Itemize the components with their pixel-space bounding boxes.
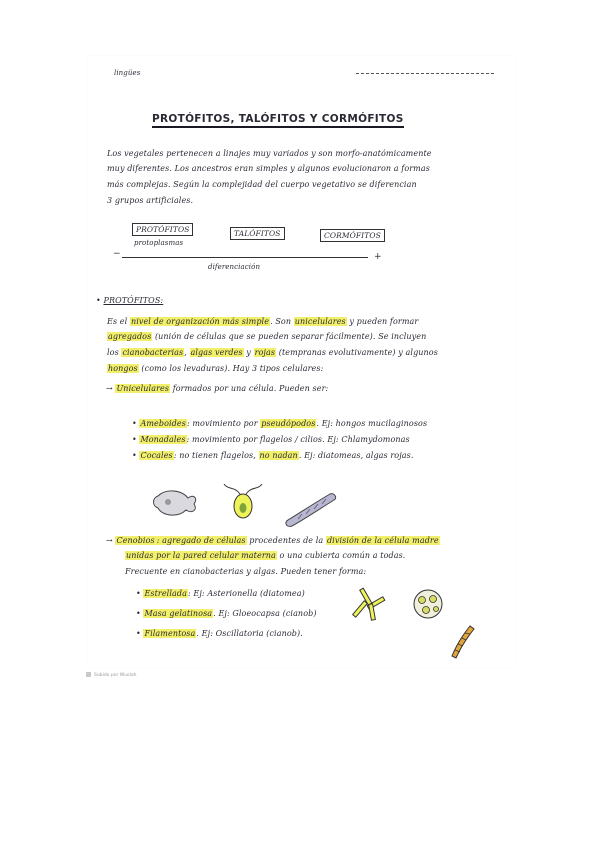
intro-line-4: 3 grupos artificiales. (107, 196, 194, 205)
arrow-icon: → (106, 384, 113, 393)
cenob-line-2 (125, 551, 405, 560)
cenob-l2-b: o una cubierta común a todas. (279, 551, 406, 560)
unicel-item-2 (132, 435, 410, 444)
p1-l3-a: los (107, 348, 119, 357)
intro-line-3: más complejas. Según la complejidad del cuerpo vegetativo se diferencian (107, 180, 417, 189)
axis-label: diferenciación (208, 263, 261, 271)
source-footer-text: Subido por Wuolah (94, 673, 137, 678)
unicel-item-1-highlight: pseudópodos (261, 419, 316, 428)
ameboid-cell-icon (154, 491, 196, 515)
section-heading-text: PROTÓFITOS: (103, 296, 164, 305)
box-talofitos: TALÓFITOS (230, 227, 285, 240)
p1-l3-c: y (246, 348, 251, 357)
unicel-label: Unicelulares (116, 384, 170, 393)
cenob-label: Cenobios (116, 536, 155, 545)
cenob-l1-a: : agregado de células (156, 536, 246, 545)
cenob-line-3: Frecuente en cianobacterias y algas. Pueden tener forma: (125, 567, 367, 576)
p1-l3-highlight-2: algas verdes (190, 348, 243, 357)
cenob-item-1 (136, 589, 305, 598)
unicel-item-1-b: : movimiento por (186, 419, 258, 428)
cenob-l1-b: procedentes de la (249, 536, 324, 545)
unicel-drawings (148, 484, 338, 530)
p1-l3-highlight-3: rojas (254, 348, 276, 357)
cenob-item-3 (136, 629, 303, 638)
unicel-item-3-c: . Ej: diatomeas, algas rojas. (298, 451, 414, 460)
unicel-item-2-b: : movimiento por flagelos / cilios. Ej: Chlamydomonas (186, 435, 410, 444)
cenob-l2-highlight: unidas por la pared celular materna (126, 551, 276, 560)
p1-l1-b: . Son (270, 317, 292, 326)
p1-l1-c: y pueden formar (349, 317, 419, 326)
source-footer (86, 672, 137, 678)
unicel-item-3 (132, 451, 414, 460)
p1-line-1 (107, 317, 418, 326)
p1-l1-highlight-2: unicelulares (294, 317, 346, 326)
unicel-item-1-c: . Ej: hongos mucilaginosos (316, 419, 428, 428)
cenob-item-1-rest: : Ej: Asterionella (diatomea) (187, 589, 305, 598)
complexity-axis (122, 257, 368, 258)
intro-line-1: Los vegetales pertenecen a linajes muy variados y son morfo-anatómicamente (107, 149, 432, 158)
unicel-item-3-b: : no tienen flagelos, (173, 451, 256, 460)
section-heading: • PROTÓFITOS: (96, 296, 164, 305)
header-fragment: lingües (114, 69, 141, 77)
gelatinous-colony-icon (414, 590, 442, 618)
cenob-l1-highlight: división de la célula madre (326, 536, 439, 545)
p1-l3-highlight-1: cianobacterias (122, 348, 184, 357)
unicel-item-3-name: Cocales (140, 451, 173, 460)
diatom-cell-icon (286, 494, 336, 527)
flagellate-cell-icon (224, 484, 262, 518)
p1-l1-highlight-1: nivel de organización más simple (130, 317, 270, 326)
p1-l3-b: , (184, 348, 187, 357)
page-title: PROTÓFITOS, TALÓFITOS Y CORMÓFITOS (152, 113, 404, 128)
axis-minus: − (113, 249, 121, 259)
cenob-item-2 (136, 609, 317, 618)
notes-page (88, 56, 516, 668)
cenob-item-1-name: Estrellada (144, 589, 187, 598)
cut-off-line (356, 73, 494, 74)
p1-line-4 (107, 364, 323, 373)
unicel-rest: formados por una célula. Pueden ser: (172, 384, 329, 393)
cenob-item-2-name: Masa gelatinosa (144, 609, 213, 618)
cenob-drawings (350, 582, 480, 662)
p1-line-3 (107, 348, 438, 357)
p1-l1-a: Es el (107, 317, 128, 326)
intro-line-2: muy diferentes. Los ancestros eran simples y algunos evolucionaron a formas (107, 164, 430, 173)
unicel-item-2-name: Monadales (140, 435, 186, 444)
unicel-line (106, 384, 328, 393)
p1-line-2 (107, 332, 426, 341)
arrow-icon: → (106, 536, 113, 545)
cenob-line-1 (106, 536, 440, 545)
axis-plus: + (374, 252, 382, 262)
under-protofitos: protoplasmas (134, 239, 184, 247)
p1-l2-b: (unión de células que se pueden separar fácilmente). Se incluyen (154, 332, 427, 341)
cenob-item-2-rest: . Ej: Gloeocapsa (cianob) (213, 609, 317, 618)
cenob-item-3-rest: . Ej: Oscillatoria (cianob). (196, 629, 303, 638)
box-protofitos: PROTÓFITOS (132, 223, 193, 236)
cenob-item-3-name: Filamentosa (144, 629, 196, 638)
unicel-item-1-name: Ameboides (140, 419, 186, 428)
p1-l4-b: (como los levaduras). Hay 3 tipos celulares: (141, 364, 324, 373)
unicel-item-1 (132, 419, 427, 428)
p1-l2-highlight: agregados (108, 332, 152, 341)
p1-l3-d: (tempranas evolutivamente) y algunos (278, 348, 438, 357)
box-cormofitos: CORMÓFITOS (320, 229, 385, 242)
p1-l4-highlight: hongos (108, 364, 138, 373)
filament-colony-icon (452, 626, 474, 658)
star-colony-icon (353, 588, 385, 620)
wuolah-logo-icon (86, 672, 91, 677)
unicel-item-3-highlight: no nadan (259, 451, 298, 460)
